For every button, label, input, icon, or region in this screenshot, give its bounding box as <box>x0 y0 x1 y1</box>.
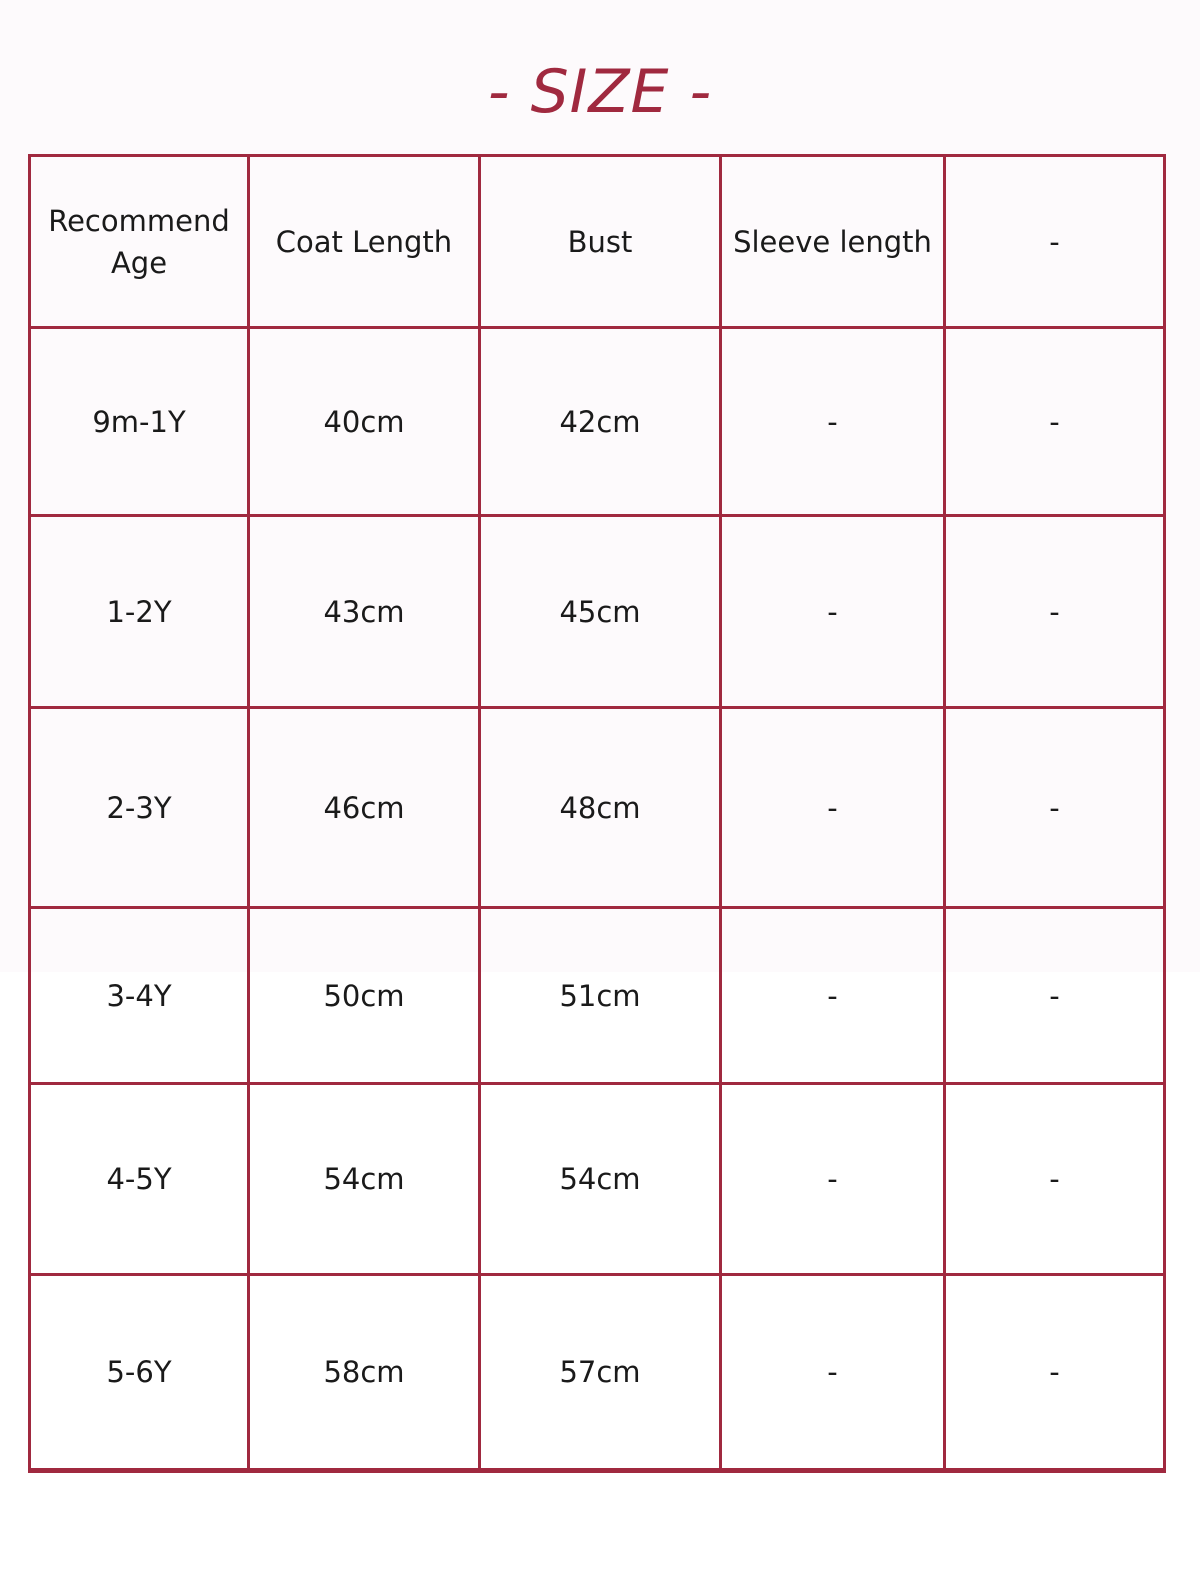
cell-sleeve-length: - <box>721 708 945 908</box>
table-row <box>30 1275 1165 1471</box>
cell-coat-length: 46cm <box>249 708 480 908</box>
cell-coat-length: 50cm <box>249 908 480 1084</box>
cell-age: 2-3Y <box>30 708 249 908</box>
cell-sleeve-length: - <box>721 1275 945 1471</box>
cell-sleeve-length: - <box>721 516 945 708</box>
cell-coat-length: 43cm <box>249 516 480 708</box>
cell-coat-length: 54cm <box>249 1084 480 1275</box>
header-sleeve-length: Sleeve length <box>721 156 945 328</box>
table-row <box>30 1084 1165 1275</box>
header-recommend-age: Recommend Age <box>30 156 249 328</box>
cell-coat-length: 40cm <box>249 328 480 516</box>
cell-bust: 45cm <box>480 516 721 708</box>
cell-extra: - <box>945 1275 1165 1471</box>
cell-extra: - <box>945 516 1165 708</box>
cell-sleeve-length: - <box>721 908 945 1084</box>
cell-bust: 54cm <box>480 1084 721 1275</box>
cell-extra: - <box>945 1084 1165 1275</box>
cell-extra: - <box>945 708 1165 908</box>
table-row <box>30 516 1165 708</box>
cell-extra: - <box>945 908 1165 1084</box>
cell-age: 1-2Y <box>30 516 249 708</box>
cell-age: 5-6Y <box>30 1275 249 1471</box>
cell-bust: 48cm <box>480 708 721 908</box>
cell-sleeve-length: - <box>721 1084 945 1275</box>
cell-extra: - <box>945 328 1165 516</box>
cell-coat-length: 58cm <box>249 1275 480 1471</box>
cell-bust: 42cm <box>480 328 721 516</box>
cell-bust: 57cm <box>480 1275 721 1471</box>
header-coat-length: Coat Length <box>249 156 480 328</box>
table-row <box>30 328 1165 516</box>
table-row <box>30 708 1165 908</box>
header-bust: Bust <box>480 156 721 328</box>
cell-bust: 51cm <box>480 908 721 1084</box>
table-row <box>30 908 1165 1084</box>
size-table <box>28 154 1166 1473</box>
cell-age: 9m-1Y <box>30 328 249 516</box>
table-header-row <box>30 156 1165 328</box>
header-extra: - <box>945 156 1165 328</box>
cell-age: 3-4Y <box>30 908 249 1084</box>
cell-sleeve-length: - <box>721 328 945 516</box>
cell-age: 4-5Y <box>30 1084 249 1275</box>
page-title: - SIZE - <box>487 57 713 127</box>
